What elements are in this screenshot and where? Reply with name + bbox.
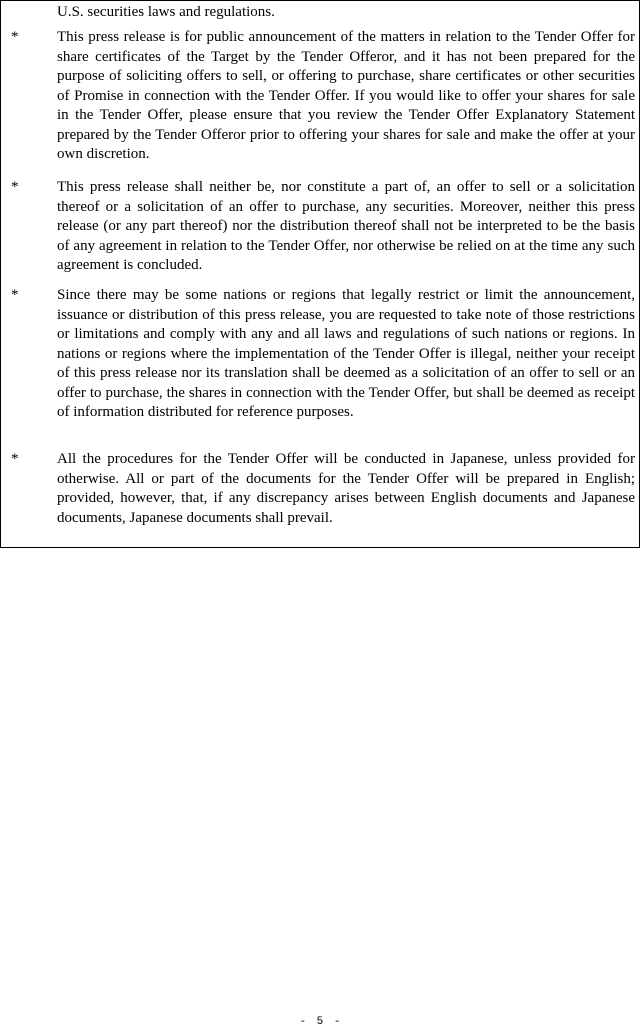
bullet-marker: * (11, 287, 19, 303)
notice-item-text: This press release shall neither be, nor constitute a part of, an offer to sell or a solicitation thereof or a solicitation of an offer to purchase, any securities. Moreover, neither this press release (or any part thereof) nor the distribution thereof shall not be interpreted to be the basis of any agreement in relation to the Tender Offer, nor otherwise be relied on at the time any such agreement is concluded. (57, 179, 635, 273)
bullet-marker: * (11, 451, 19, 467)
page-number: - 5 - (299, 1016, 343, 1028)
notice-item-text: All the procedures for the Tender Offer will be conducted in Japanese, unless provided for otherwise. All or part of the documents for the Tender Offer will be prepared in English; provided, however, that, if any discrepancy arises between English documents and Japanese documents, Japanese documents shall prevail. (57, 451, 635, 526)
notice-item-text: Since there may be some nations or regions that legally restrict or limit the announcement, issuance or distribution of this press release, you are requested to take note of those restrictions or limitations and comply with any and all laws and regulations of such nations or regions. In nations or regions where the implementation of the Tender Offer is illegal, neither your receipt of this press release nor its translation shall be deemed as a solicitation of an offer to sell or an offer to purchase, the shares in connection with the Tender Offer, but shall be deemed as receipt of information distributed for reference purposes. (57, 287, 635, 420)
bullet-marker: * (11, 179, 19, 195)
notice-item-text: This press release is for public announcement of the matters in relation to the Tender Offer for share certificates of the Target by the Tender Offeror, and it has not been prepared for the purpose of soliciting offers to sell, or offering to purchase, share certificates or other securities of Promise in connection with the Tender Offer. If you would like to offer your shares for sale in the Tender Offer, please ensure that you review the Tender Offer Explanatory Statement prepared by the Tender Offeror prior to offering your shares for sale and make the offer at your own discretion. (57, 29, 635, 162)
continuation-line: U.S. securities laws and regulations. (57, 4, 275, 20)
bullet-marker: * (11, 29, 19, 45)
